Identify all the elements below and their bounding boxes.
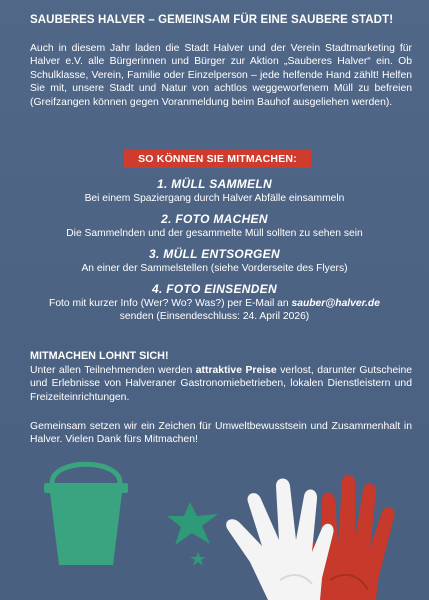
star-icon <box>190 552 206 566</box>
step-text <box>0 297 429 323</box>
intro-paragraph: Auch in diesem Jahr laden die Stadt Halver und der Verein Stadtmarketing für Halver e.V. alle Bürgerinnen und Bürger zur Aktion „Sauberes Halver“ ein. Ob Schulklasse, Verein, Familie oder Einzelperson – jede helfende Hand zählt! Helfen Sie mit, unsere Stadt und Natur von achtlos weggeworfenem Müll zu befreien (Greifzangen können gegen Voranmeldung beim Bauhof ausgeliehen werden). <box>30 43 412 108</box>
step-3 <box>0 247 429 275</box>
bucket-icon <box>44 464 128 565</box>
reward-text-before: Unter allen Teilnehmenden werden <box>30 365 193 376</box>
step-title: 1. MÜLL SAMMELN <box>157 177 272 191</box>
reward-text-after: verlost, darunter Gutscheine und Erlebnisse von Halveraner Gastronomiebetrieben, lokalen Dienstleistern und Freizeiteinrichtungen. <box>30 365 412 403</box>
headline: SAUBERES HALVER – GEMEINSAM FÜR EINE SAUBERE STADT! <box>30 14 394 26</box>
closing-paragraph: Gemeinsam setzen wir ein Zeichen für Umweltbewusstsein und Zusammenhalt in Halver. Vielen Dank fürs Mitmachen! <box>30 421 412 446</box>
reward-highlight: attraktive Preise <box>195 365 277 376</box>
step-text: An einer der Sammelstellen (siehe Vorderseite des Flyers) <box>81 263 348 274</box>
reward-title: MITMACHEN LOHNT SICH! <box>30 350 169 362</box>
white-glove-icon <box>226 479 333 600</box>
step-title: 3. MÜLL ENTSORGEN <box>149 247 280 261</box>
participation-banner: SO KÖNNEN SIE MITMACHEN: <box>124 150 311 168</box>
star-icon <box>167 502 218 545</box>
step-text-after: senden (Einsendeschluss: 24. April 2026) <box>119 311 310 322</box>
step-title: 4. FOTO EINSENDEN <box>152 282 277 296</box>
steps-list <box>0 177 429 330</box>
step-text-before: Foto mit kurzer Info (Wer? Wo? Was?) per E-Mail an <box>49 298 289 309</box>
step-title: 2. FOTO MACHEN <box>161 212 268 226</box>
illustration <box>0 460 429 600</box>
step-2 <box>0 212 429 240</box>
step-4 <box>0 282 429 323</box>
reward-text <box>30 364 412 404</box>
email-link[interactable]: sauber@halver.de <box>291 298 380 309</box>
step-1 <box>0 177 429 205</box>
step-text: Die Sammelnden und der gesammelte Müll sollten zu sehen sein <box>66 228 363 239</box>
step-text: Bei einem Spaziergang durch Halver Abfälle einsammeln <box>84 193 345 204</box>
